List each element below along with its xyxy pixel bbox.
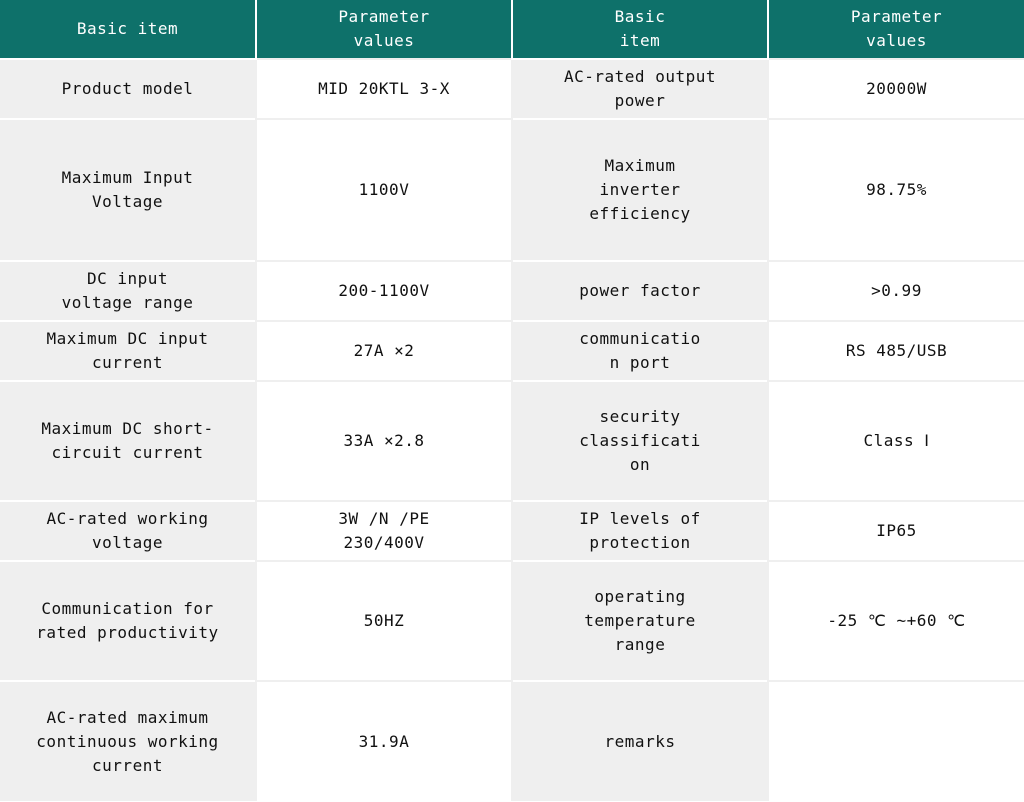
item-value: 20000W [768,59,1024,119]
table-row [0,381,1024,501]
table-row [0,501,1024,561]
item-label: AC-rated maximum continuous working current [0,681,256,801]
item-value: 33A ×2.8 [256,381,512,501]
item-label: AC-rated working voltage [0,501,256,561]
item-label: operating temperature range [512,561,768,681]
item-label: Communication for rated productivity [0,561,256,681]
item-label: communicatio n port [512,321,768,381]
item-label: Maximum Input Voltage [0,119,256,261]
item-label: power factor [512,261,768,321]
item-value: MID 20KTL 3-X [256,59,512,119]
item-label: security classificati on [512,381,768,501]
item-value: 50HZ [256,561,512,681]
item-value: RS 485/USB [768,321,1024,381]
item-value: 98.75% [768,119,1024,261]
header-basic-item-2: Basic item [512,0,768,59]
item-value: >0.99 [768,261,1024,321]
header-row [0,0,1024,59]
header-parameter-values-1: Parameter values [256,0,512,59]
table-row [0,261,1024,321]
item-value: 3W /N /PE 230/400V [256,501,512,561]
item-value: 1100V [256,119,512,261]
item-value: 27A ×2 [256,321,512,381]
item-value: -25 ℃ ~+60 ℃ [768,561,1024,681]
item-label: AC-rated output power [512,59,768,119]
table-row [0,681,1024,801]
item-label: Maximum DC short- circuit current [0,381,256,501]
item-label: Product model [0,59,256,119]
item-value: IP65 [768,501,1024,561]
item-value: Class Ⅰ [768,381,1024,501]
item-value [768,681,1024,801]
item-label: Maximum DC input current [0,321,256,381]
item-label: IP levels of protection [512,501,768,561]
item-label: Maximum inverter efficiency [512,119,768,261]
table-row [0,119,1024,261]
item-value: 31.9A [256,681,512,801]
header-basic-item-1: Basic item [0,0,256,59]
header-parameter-values-2: Parameter values [768,0,1024,59]
item-value: 200-1100V [256,261,512,321]
item-label: DC input voltage range [0,261,256,321]
item-label: remarks [512,681,768,801]
table-row [0,321,1024,381]
table-row [0,561,1024,681]
table-row [0,59,1024,119]
